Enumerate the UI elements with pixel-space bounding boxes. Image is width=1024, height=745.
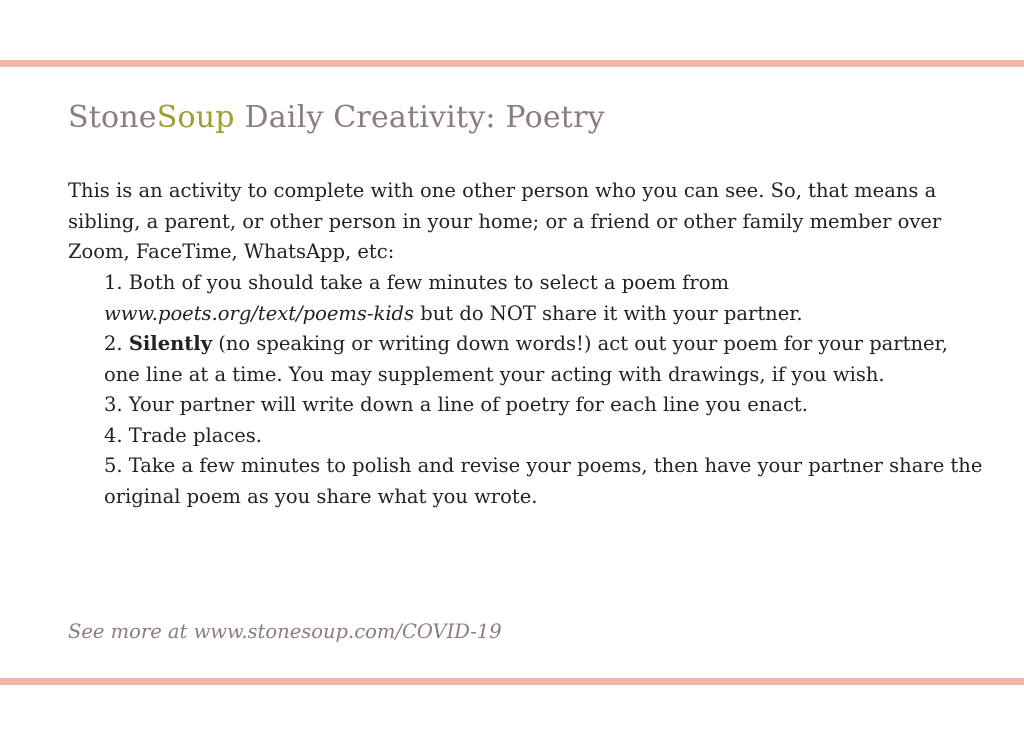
footer-link[interactable]: See more at www.stonesoup.com/COVID-19 bbox=[68, 620, 502, 643]
step-2-text-after: (no speaking or writing down words!) act out your poem for your partner, one line at a time. You may supplement your acting with drawings, if you wish. bbox=[104, 332, 948, 386]
page-title bbox=[68, 100, 605, 135]
step-1-text-after: but do NOT share it with your partner. bbox=[414, 301, 803, 325]
steps-list bbox=[104, 268, 984, 512]
step-1-text-before: 1. Both of you should take a few minutes to select a poem from bbox=[104, 271, 729, 294]
step-2-bold: Silently bbox=[128, 332, 213, 355]
title-rest: Daily Creativity: Poetry bbox=[234, 100, 605, 135]
step-4: 4. Trade places. bbox=[104, 423, 262, 447]
step-5: 5. Take a few minutes to polish and revise your poems, then have your partner share the original poem as you share what you wrote. bbox=[104, 454, 983, 508]
step-2 bbox=[104, 329, 984, 390]
brand-soup: Soup bbox=[156, 100, 235, 135]
bottom-divider bbox=[0, 678, 1024, 685]
top-divider bbox=[0, 60, 1024, 67]
poets-link[interactable]: www.poets.org/text/poems-kids bbox=[104, 301, 415, 325]
step-3: 3. Your partner will write down a line of poetry for each line you enact. bbox=[104, 393, 808, 416]
intro-paragraph: This is an activity to complete with one other person who you can see. So, that means a sibling, a parent, or other person in your home; or a friend or other family member over Zoom, FaceTime, WhatsApp, etc: bbox=[68, 179, 942, 263]
brand-stone: Stone bbox=[68, 100, 157, 135]
step-1 bbox=[104, 268, 984, 329]
step-2-number: 2. bbox=[104, 332, 129, 355]
